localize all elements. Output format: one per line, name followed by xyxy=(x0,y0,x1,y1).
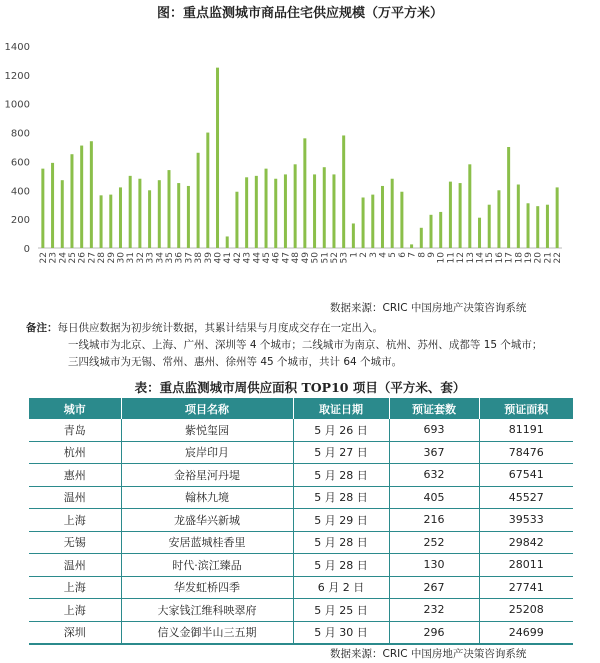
table-header-row xyxy=(29,398,573,419)
cell-area: 27741 xyxy=(479,576,573,599)
cell-project: 华发虹桥四季 xyxy=(121,576,293,599)
cell-date: 5 月 26 日 xyxy=(293,419,389,441)
x-tick-label: 28 xyxy=(97,252,108,264)
x-tick-label: 10 xyxy=(436,252,447,264)
table-row xyxy=(29,554,573,577)
bar xyxy=(488,205,491,248)
table-row xyxy=(29,531,573,554)
x-tick-label: 12 xyxy=(456,252,467,264)
x-tick-label: 35 xyxy=(165,252,175,264)
notes-block xyxy=(26,320,600,371)
x-tick-label: 37 xyxy=(184,252,195,264)
cell-area: 25208 xyxy=(479,599,573,622)
bar xyxy=(507,147,510,248)
cell-city: 温州 xyxy=(29,554,121,577)
bar xyxy=(459,183,462,248)
x-tick-label: 45 xyxy=(262,252,273,264)
x-tick-label: 44 xyxy=(252,252,263,264)
header-date: 取证日期 xyxy=(293,398,389,419)
x-tick-label: 30 xyxy=(116,252,127,264)
bar xyxy=(371,195,374,248)
bar xyxy=(478,218,481,248)
cell-units: 252 xyxy=(389,531,479,554)
bar xyxy=(517,185,520,248)
bar xyxy=(70,154,73,248)
header-area: 预证面积 xyxy=(479,398,573,419)
bar xyxy=(119,187,122,248)
table-row xyxy=(29,441,573,464)
bar xyxy=(410,244,413,248)
cell-city: 青岛 xyxy=(29,419,121,441)
bar xyxy=(468,164,471,248)
cell-project: 紫悦玺园 xyxy=(121,419,293,441)
x-tick-label: 46 xyxy=(271,252,282,264)
x-tick-label: 25 xyxy=(67,252,78,264)
bar xyxy=(51,163,54,248)
cell-date: 5 月 28 日 xyxy=(293,486,389,509)
cell-project: 龙盛华兴新城 xyxy=(121,509,293,532)
x-tick-label: 31 xyxy=(126,252,137,264)
x-tick-label: 13 xyxy=(465,252,476,264)
bar xyxy=(197,153,200,248)
bar xyxy=(527,203,530,248)
x-tick-label: 48 xyxy=(291,252,302,264)
table-row xyxy=(29,509,573,532)
x-tick-label: 22 xyxy=(553,252,564,264)
bar xyxy=(90,141,93,248)
cell-date: 6 月 2 日 xyxy=(293,576,389,599)
cell-project: 时代·滨江臻品 xyxy=(121,554,293,577)
bar xyxy=(216,68,219,248)
bar xyxy=(449,182,452,248)
bar xyxy=(497,190,500,248)
bar xyxy=(138,179,141,248)
x-tick-label: 18 xyxy=(514,252,525,264)
top10-table xyxy=(29,398,573,645)
header-project: 项目名称 xyxy=(121,398,293,419)
cell-units: 693 xyxy=(389,419,479,441)
bar xyxy=(352,223,355,248)
cell-date: 5 月 28 日 xyxy=(293,531,389,554)
cell-date: 5 月 30 日 xyxy=(293,621,389,644)
x-tick-label: 34 xyxy=(155,252,166,264)
cell-project: 信义金御半山三五期 xyxy=(121,621,293,644)
y-tick-label: 400 xyxy=(10,186,30,198)
x-tick-label: 26 xyxy=(77,252,88,264)
bar xyxy=(235,192,238,248)
cell-date: 5 月 25 日 xyxy=(293,599,389,622)
bar xyxy=(187,186,190,248)
bar xyxy=(100,195,103,248)
x-tick-label: 1 xyxy=(349,252,360,258)
cell-city: 上海 xyxy=(29,509,121,532)
cell-units: 367 xyxy=(389,441,479,464)
bar xyxy=(265,169,268,248)
bar xyxy=(294,164,297,248)
bar xyxy=(226,236,229,248)
bar xyxy=(284,174,287,248)
x-tick-label: 9 xyxy=(427,252,437,258)
bar xyxy=(313,174,316,248)
cell-city: 杭州 xyxy=(29,441,121,464)
y-tick-label: 1400 xyxy=(4,42,30,53)
cell-project: 翰林九境 xyxy=(121,486,293,509)
x-tick-label: 14 xyxy=(475,252,486,264)
supply-bar-chart xyxy=(0,22,600,290)
table-row xyxy=(29,621,573,644)
cell-area: 45527 xyxy=(479,486,573,509)
y-tick-label: 1200 xyxy=(4,70,30,82)
chart-source: 数据来源：CRIC 中国房地产决策咨询系统 xyxy=(330,302,527,314)
x-tick-label: 49 xyxy=(300,252,311,264)
x-tick-label: 15 xyxy=(485,252,496,264)
cell-date: 5 月 29 日 xyxy=(293,509,389,532)
chart-title: 图：重点监测城市商品住宅供应规模（万平方米） xyxy=(156,6,443,21)
bar xyxy=(439,212,442,248)
cell-project: 宸岸印月 xyxy=(121,441,293,464)
cell-area: 78476 xyxy=(479,441,573,464)
x-tick-label: 42 xyxy=(232,252,243,264)
table-row xyxy=(29,486,573,509)
bar xyxy=(129,176,132,248)
cell-project: 金裕星河丹堤 xyxy=(121,464,293,487)
table-source: 数据来源：CRIC 中国房地产决策咨询系统 xyxy=(330,648,527,660)
cell-area: 28011 xyxy=(479,554,573,577)
bar xyxy=(546,205,549,248)
bar xyxy=(148,190,151,248)
x-tick-label: 17 xyxy=(504,252,515,264)
x-tick-label: 52 xyxy=(329,252,340,264)
bar xyxy=(332,174,335,248)
bar xyxy=(109,195,112,248)
bar xyxy=(61,180,64,248)
header-city: 城市 xyxy=(29,398,121,419)
notes-line-3: 三四线城市为无锡、常州、惠州、徐州等 45 个城市，共计 64 个城市。 xyxy=(68,356,403,368)
cell-project: 大家钱江维科映翠府 xyxy=(121,599,293,622)
bar xyxy=(158,180,161,248)
x-tick-label: 27 xyxy=(87,252,98,264)
x-tick-label: 2 xyxy=(359,252,370,258)
x-tick-label: 41 xyxy=(223,252,234,264)
x-tick-label: 47 xyxy=(281,252,292,264)
notes-label: 备注： xyxy=(26,322,58,334)
cell-date: 5 月 28 日 xyxy=(293,464,389,487)
x-tick-label: 19 xyxy=(524,252,535,264)
x-tick-label: 20 xyxy=(533,252,544,264)
header-units: 预证套数 xyxy=(389,398,479,419)
bar xyxy=(303,138,306,248)
x-tick-label: 4 xyxy=(378,252,389,258)
table-row xyxy=(29,419,573,441)
bar xyxy=(274,179,277,248)
x-tick-label: 39 xyxy=(203,252,214,264)
x-tick-label: 11 xyxy=(446,252,457,264)
cell-units: 232 xyxy=(389,599,479,622)
cell-area: 24699 xyxy=(479,621,573,644)
cell-city: 上海 xyxy=(29,576,121,599)
bar xyxy=(80,146,83,248)
x-tick-label: 22 xyxy=(38,252,49,264)
x-tick-label: 21 xyxy=(543,252,554,264)
y-tick-label: 0 xyxy=(23,244,30,255)
cell-area: 67541 xyxy=(479,464,573,487)
x-tick-label: 6 xyxy=(397,252,408,258)
x-tick-label: 8 xyxy=(417,252,428,258)
y-tick-label: 1000 xyxy=(4,99,30,111)
x-tick-label: 7 xyxy=(407,252,418,258)
notes-line-1: 每日供应数据为初步统计数据，其累计结果与月度成交存在一定出入。 xyxy=(57,322,383,334)
cell-area: 29842 xyxy=(479,531,573,554)
bar xyxy=(430,215,433,248)
table-row xyxy=(29,464,573,487)
table-row xyxy=(29,599,573,622)
bar xyxy=(206,133,209,248)
bar xyxy=(168,170,171,248)
cell-units: 296 xyxy=(389,621,479,644)
bar xyxy=(420,228,423,248)
bar xyxy=(362,198,365,249)
x-tick-label: 24 xyxy=(58,252,69,264)
bar xyxy=(255,176,258,248)
bar xyxy=(556,187,559,248)
bar xyxy=(391,179,394,248)
x-tick-label: 38 xyxy=(194,252,205,264)
x-tick-label: 3 xyxy=(368,252,379,258)
x-tick-label: 50 xyxy=(310,252,321,264)
bar xyxy=(342,135,345,248)
cell-project: 安居蓝城桂香里 xyxy=(121,531,293,554)
cell-units: 130 xyxy=(389,554,479,577)
x-tick-label: 32 xyxy=(135,252,146,264)
x-tick-label: 33 xyxy=(145,252,156,264)
bar xyxy=(536,206,539,248)
notes-line-2: 一线城市为北京、上海、广州、深圳等 4 个城市；二线城市为南京、杭州、苏州、成都等 15 个城市； xyxy=(68,339,543,351)
cell-date: 5 月 27 日 xyxy=(293,441,389,464)
x-tick-label: 53 xyxy=(339,252,350,264)
bar xyxy=(400,192,403,248)
y-tick-label: 600 xyxy=(10,157,30,169)
y-tick-label: 800 xyxy=(10,128,30,140)
y-tick-label: 200 xyxy=(10,215,30,227)
x-tick-label: 43 xyxy=(242,252,253,264)
cell-city: 惠州 xyxy=(29,464,121,487)
cell-city: 温州 xyxy=(29,486,121,509)
cell-units: 632 xyxy=(389,464,479,487)
x-tick-label: 5 xyxy=(388,252,399,258)
cell-area: 81191 xyxy=(479,419,573,441)
bar xyxy=(177,183,180,248)
x-tick-label: 16 xyxy=(494,251,505,264)
table-row xyxy=(29,576,573,599)
x-tick-label: 51 xyxy=(320,252,331,264)
cell-area: 39533 xyxy=(479,509,573,532)
cell-date: 5 月 28 日 xyxy=(293,554,389,577)
x-tick-label: 40 xyxy=(213,252,224,264)
x-tick-label: 23 xyxy=(48,252,59,264)
cell-city: 深圳 xyxy=(29,621,121,644)
cell-city: 无锡 xyxy=(29,531,121,554)
bar xyxy=(323,167,326,248)
cell-units: 267 xyxy=(389,576,479,599)
table-title: 表：重点监测城市周供应面积 TOP10 项目（平方米、套） xyxy=(134,380,466,395)
cell-units: 405 xyxy=(389,486,479,509)
bar xyxy=(245,177,248,248)
cell-units: 216 xyxy=(389,509,479,532)
bar xyxy=(381,186,384,248)
x-tick-label: 29 xyxy=(106,252,117,264)
bar xyxy=(41,169,44,248)
x-tick-label: 36 xyxy=(174,252,185,264)
cell-city: 上海 xyxy=(29,599,121,622)
